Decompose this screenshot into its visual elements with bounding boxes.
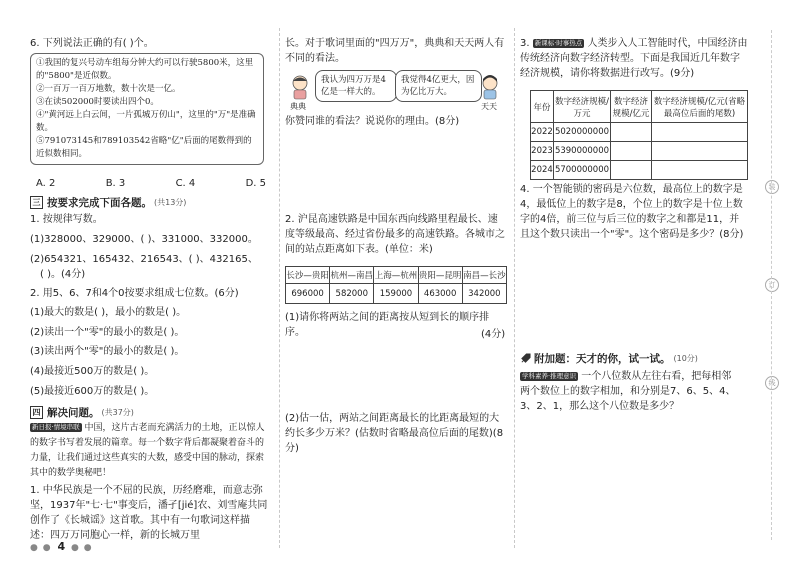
table-cell: 159000	[374, 284, 418, 304]
answer-cell[interactable]	[652, 142, 748, 161]
choice-a[interactable]: A. 2	[36, 178, 56, 189]
q2-railway: 2. 沪昆高速铁路是中国东西向线路里程最长、速度等级最高、经过省份最多的高速铁路。各城市之间的站点距离如下表。(单位：米)	[285, 214, 505, 255]
column-right	[520, 0, 748, 569]
table-cell: 582000	[330, 284, 374, 304]
q2-digits-title: 2. 用5、6、7和4个0按要求组成七位数。(6分)	[30, 288, 239, 299]
choice-d[interactable]: D. 5	[245, 178, 266, 189]
column-divider	[279, 28, 280, 548]
q3-text: 人类步入人工智能时代，中国经济由传统经济向数字经济转型。下面是我国近几年数字经济规模，请你将数据进行改写。(9分)	[520, 38, 748, 79]
section-3-title: 按要求完成下面各题。	[47, 197, 152, 209]
q2-item-4: (4)最接近500万的数是( )。	[30, 366, 155, 377]
table-cell: 2024	[531, 161, 554, 180]
page-number: 4	[57, 540, 66, 553]
table-header: 数字经济规模/亿元(省略最高位后面的尾数)	[652, 91, 748, 123]
statement-3: ③在读502000时要读出四个0。	[36, 97, 159, 107]
intro-text: 中国，这片古老而充满活力的土地，正以惊人的数字书写着发展的篇章。每一个数字背后都凝聚着奋斗的力量，让我们通过这些真实的大数，感受中国的脉动，探索其中的数学奥秘吧！	[30, 423, 265, 478]
table-header: 南昌—长沙	[462, 267, 506, 284]
statement-1: ①我国的复兴号动车组每分钟大约可以行驶5800米，这里的"5800"是近似数。	[36, 58, 254, 81]
section-4-number: 四	[30, 406, 43, 419]
table-cell: 463000	[418, 284, 462, 304]
extra-title: 附加题：天才的你，试一试。	[534, 353, 671, 365]
section-3-points: (共13分)	[154, 198, 187, 207]
answer-cell[interactable]	[611, 123, 652, 142]
q1-great-wall: 1. 中华民族是一个不屈的民族，历经磨难，而意志弥坚，1937年"七·七"事变后，潘孑[jié]农、刘雪庵共同创作了《长城谣》这首歌。其中有一句歌词这样描述：四万万同胞心一样，新的长城万里	[30, 485, 268, 541]
extra-question	[520, 369, 740, 414]
distance-table	[285, 266, 507, 304]
binding-mark: 订	[765, 278, 779, 292]
q2-item-3: (3)读出两个"零"的最小的数是( )。	[30, 346, 185, 357]
section-3-heading	[30, 195, 186, 210]
dian-dian-avatar-icon	[289, 74, 311, 100]
q2-part-1: (1)请你将两站之间的距离按从短到长的顺序排序。	[285, 312, 490, 338]
q3-number: 3.	[520, 38, 530, 49]
table-cell: 2022	[531, 123, 554, 142]
choices-row	[36, 176, 266, 191]
rocket-icon	[520, 353, 531, 364]
table-header: 数字经济规模/亿元	[611, 91, 652, 123]
section-4-heading	[30, 405, 134, 420]
binding-line	[771, 30, 772, 540]
column-divider	[514, 28, 515, 548]
table-row	[531, 142, 748, 161]
statement-4: ④"黄河远上白云间，一片孤城万仞山"，这里的"万"是准确数。	[36, 110, 256, 133]
answer-cell[interactable]	[652, 123, 748, 142]
q2-item-1: (1)最大的数是( )，最小的数是( )。	[30, 307, 187, 318]
speech-bubble-dian-dian: 我认为四万万是4亿是一样大的。	[315, 70, 397, 102]
table-cell: 2023	[531, 142, 554, 161]
q2-part-1-points: (4分)	[481, 329, 506, 340]
q1-pattern-b: (2)654321、165432、216543、( )、432165、	[30, 254, 258, 265]
page-footer: ● ● 4 ● ●	[30, 540, 93, 553]
question-6: 6. 下列说法正确的有( )个。	[30, 38, 154, 49]
q3-tag: 新课标·时事热点	[534, 38, 583, 47]
extra-points: (10分)	[673, 354, 698, 363]
extra-heading	[520, 351, 698, 366]
choice-c[interactable]: C. 4	[175, 178, 196, 189]
question-3	[520, 36, 748, 81]
q1-pattern-b2: ( )。(4分)	[40, 269, 86, 280]
q1-pattern-a: (1)328000、329000、( )、331000、332000。	[30, 234, 258, 245]
answer-cell[interactable]	[611, 161, 652, 180]
column-left	[30, 0, 275, 569]
table-cell: 5020000000	[554, 123, 611, 142]
table-header: 年份	[531, 91, 554, 123]
column-middle	[285, 0, 510, 569]
answer-cell[interactable]	[652, 161, 748, 180]
table-header: 贵阳—昆明	[418, 267, 462, 284]
tian-tian-avatar-icon	[479, 74, 501, 100]
intro-tag: 新日报·情境串联	[32, 423, 80, 431]
q2-part-2: (2)估一估，两站之间距离最长的比距离最短的大约长多少万米？(估数时省略最高位后面的尾数)(8分)	[285, 413, 504, 454]
dian-dian-name: 典典	[290, 102, 306, 111]
table-header: 长沙—贵阳	[286, 267, 330, 284]
statement-5: ⑤791073145和789103542省略"亿"后面的尾数得到的近似数相同。	[36, 136, 252, 159]
binding-mark: 线	[765, 376, 779, 390]
speech-bubble-tian-tian: 我觉得4亿更大，因为亿比万大。	[395, 70, 482, 102]
question-4: 4. 一个智能锁的密码是六位数，最高位上的数字是4，最低位上的数字是8，个位上的数字是十位上数字的4倍，前三位与后三位的数字之和都是11，并且这个数只读出一个"零"。这个密码是多少？(8分)	[520, 184, 744, 240]
table-header: 上海—杭州	[374, 267, 418, 284]
table-cell: 5700000000	[554, 161, 611, 180]
section-3-number: 三	[30, 196, 43, 209]
table-header: 杭州—南昌	[330, 267, 374, 284]
table-row	[531, 123, 748, 142]
extra-text: 一个八位数从左往右看，把每相邻两个数位上的数字相加，和分别是7、6、5、4、3、2、1，那么这个八位数是多少？	[520, 371, 736, 412]
statements-box	[30, 53, 264, 165]
table-cell: 5390000000	[554, 142, 611, 161]
q2-item-2: (2)读出一个"零"的最小的数是( )。	[30, 327, 185, 338]
table-cell: 342000	[462, 284, 506, 304]
table-row	[531, 161, 748, 180]
section-4-title: 解决问题。	[47, 407, 100, 419]
section-4-points: (共37分)	[101, 408, 134, 417]
statement-2: ②一百万一百万地数，数十次是一亿。	[36, 84, 181, 94]
tian-tian-name: 天天	[481, 102, 497, 111]
table-cell: 696000	[286, 284, 330, 304]
intro-paragraph	[30, 421, 268, 481]
table-header: 数字经济规模/万元	[554, 91, 611, 123]
q1-pattern-title: 1. 按规律写数。	[30, 214, 103, 225]
q1-continued: 长。对于歌词里面的"四万万"，典典和天天两人有不同的看法。	[285, 38, 505, 64]
choice-b[interactable]: B. 3	[105, 178, 126, 189]
q2-item-5: (5)最接近600万的数是( )。	[30, 386, 155, 397]
digital-economy-table	[530, 90, 748, 180]
binding-mark: 装	[765, 180, 779, 194]
answer-cell[interactable]	[611, 142, 652, 161]
extra-tag: 学科素养·推理意识	[522, 371, 577, 380]
q1-ask: 你赞同谁的看法？说说你的理由。(8分)	[285, 116, 460, 127]
